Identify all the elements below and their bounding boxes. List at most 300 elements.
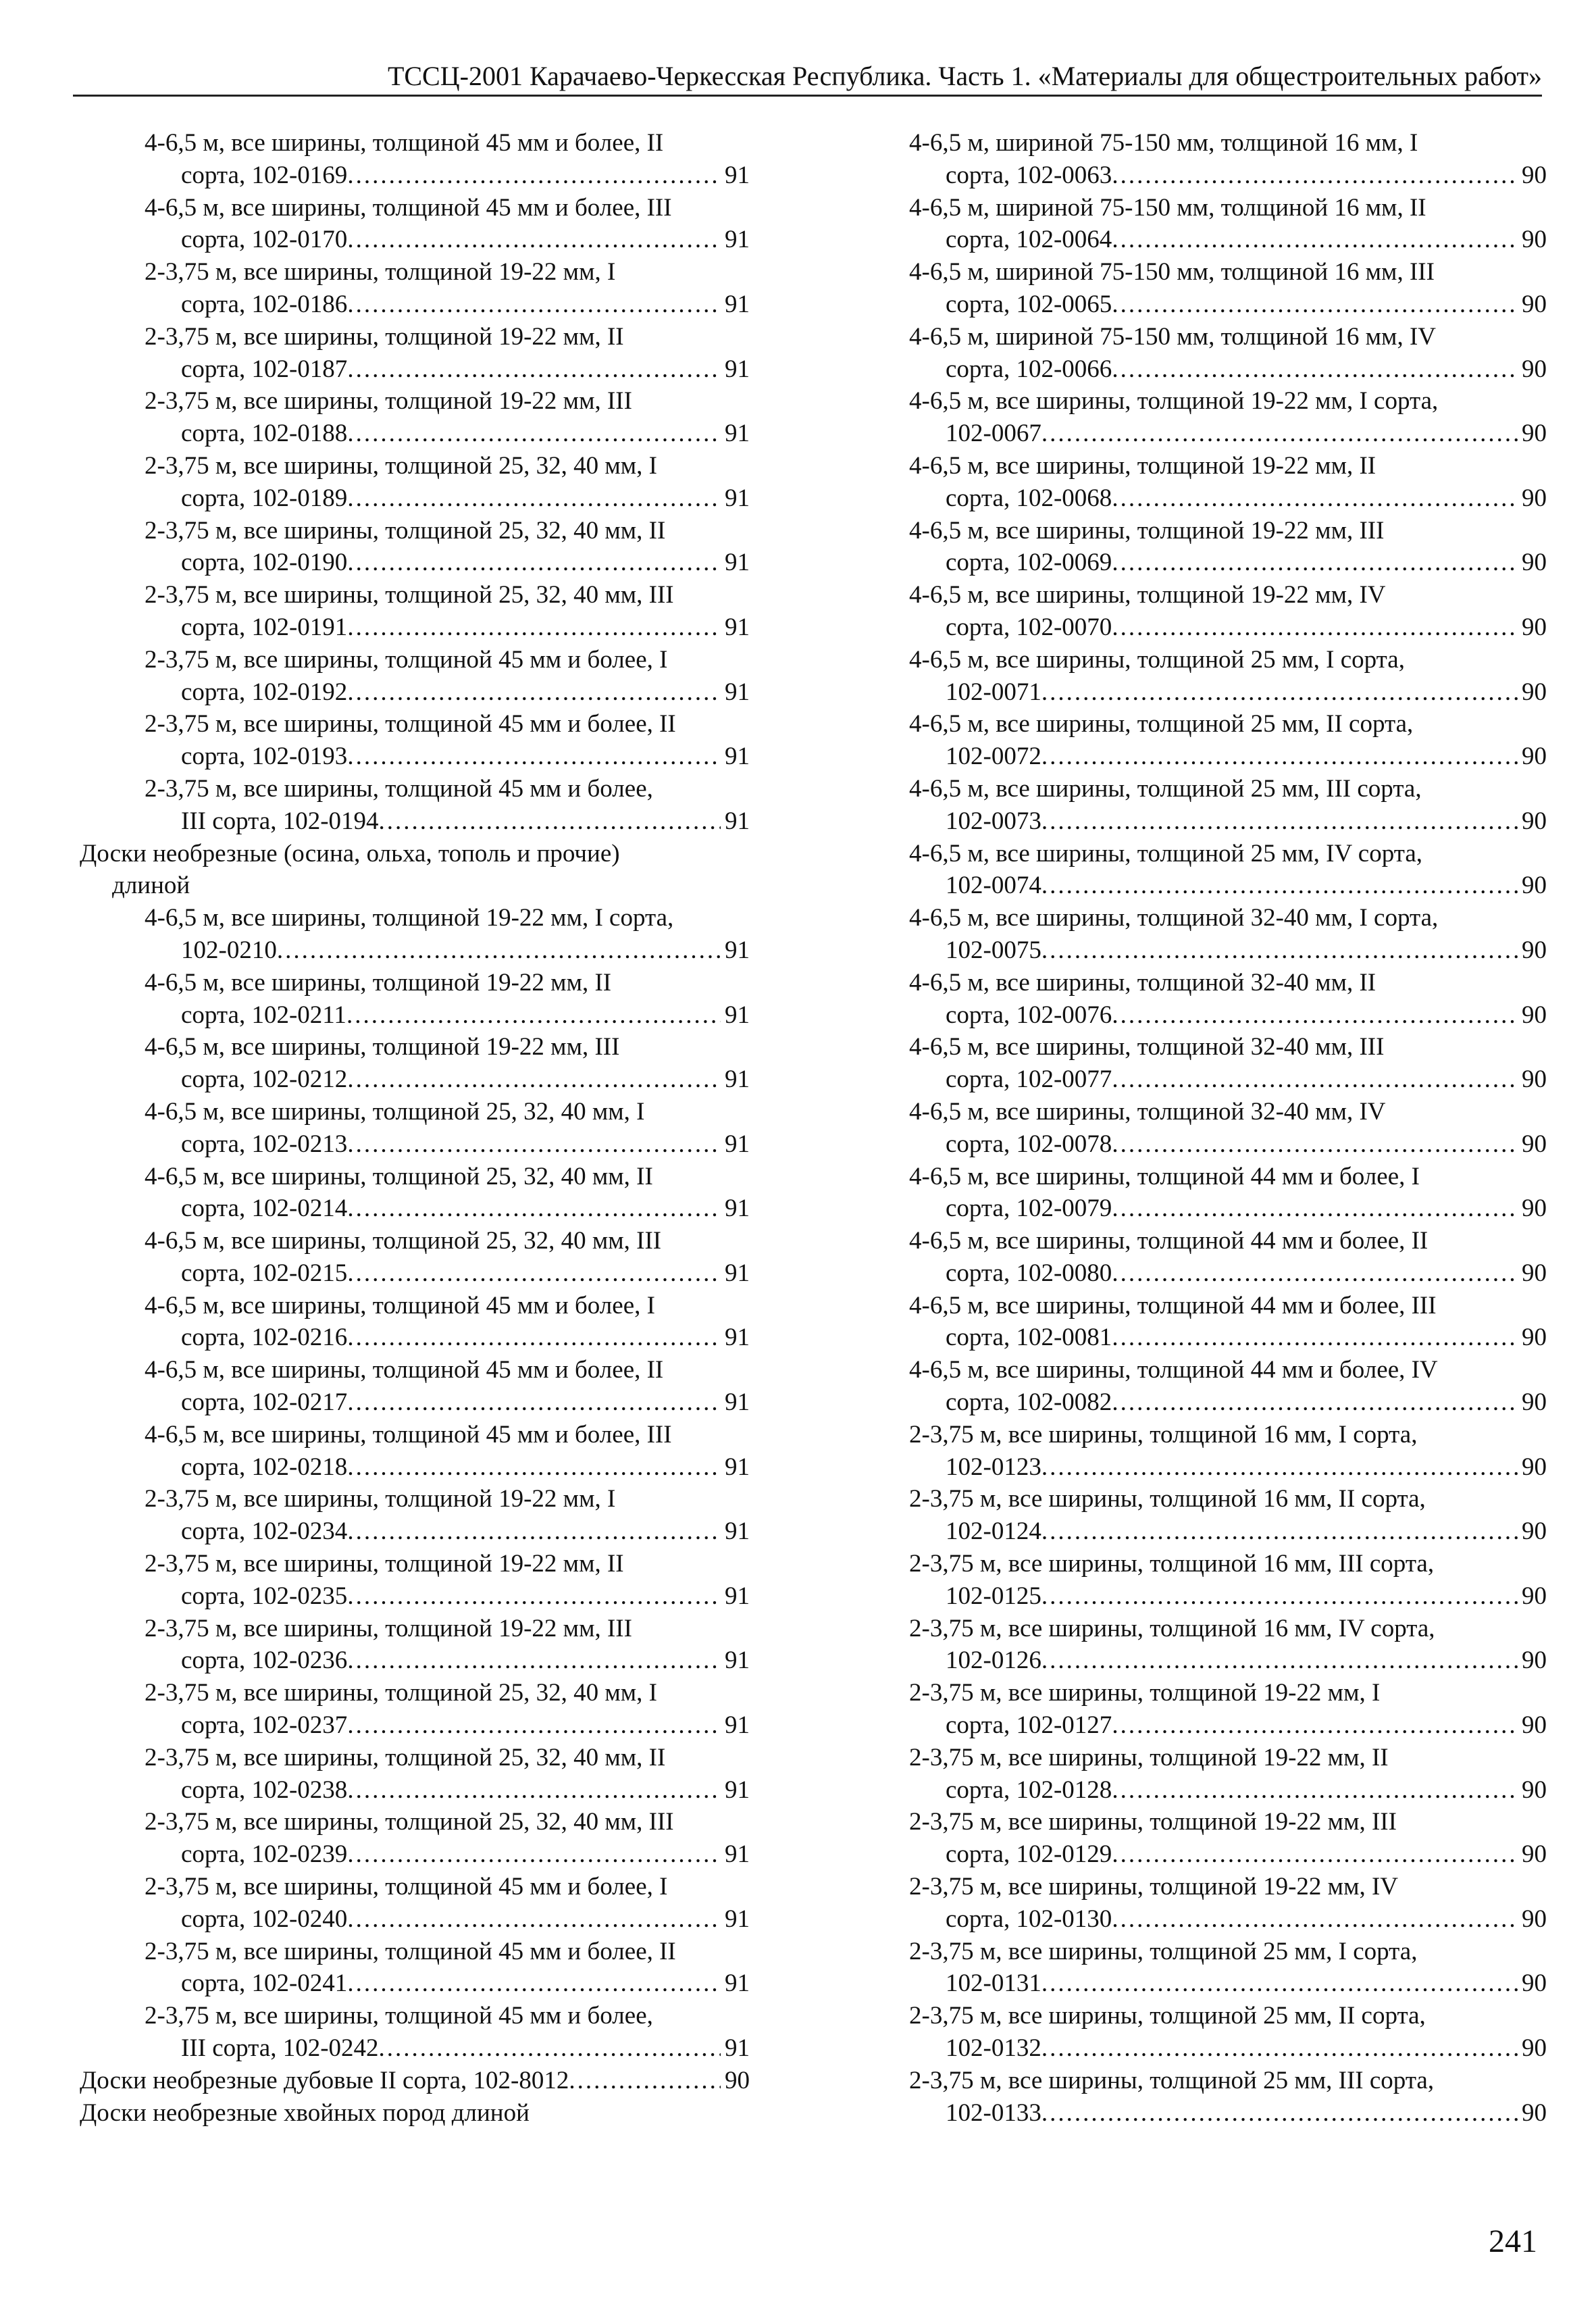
index-entry-page: 90 [1522,807,1547,835]
index-entry-leader-line [909,418,1547,450]
index-entry-page: 91 [725,678,750,706]
index-entry-text: 4-6,5 м, все ширины, толщиной 45 мм и более, III [145,193,672,222]
index-entry [909,2065,1547,2130]
index-entry-text: 4-6,5 м, все ширины, толщиной 32-40 мм, III [909,1033,1385,1061]
index-entry [80,1419,750,1484]
index-entry-text: сорта, 102-0187 [181,355,348,383]
index-entry-text: 2-3,75 м, все ширины, толщиной 19-22 мм, II [145,322,624,351]
index-entry-text: 2-3,75 м, все ширины, толщиной 25, 32, 40 мм, II [145,1743,666,1771]
index-heading-text: Доски необрезные (осина, ольха, тополь и прочие) [80,839,620,867]
index-entry-text: 4-6,5 м, все ширины, толщиной 45 мм и более, II [145,1356,664,1384]
index-entry-text: 4-6,5 м, все ширины, толщиной 44 мм и более, IV [909,1356,1438,1384]
index-entry-text: 4-6,5 м, все ширины, толщиной 19-22 мм, I сорта, [145,904,674,932]
index-entry-text: 2-3,75 м, все ширины, толщиной 16 мм, IV сорта, [909,1614,1435,1642]
index-entry [909,773,1547,838]
index-entry-text: 2-3,75 м, все ширины, толщиной 19-22 мм, II [145,1550,624,1578]
index-entry-text: 4-6,5 м, все ширины, толщиной 45 мм и более, II [145,129,664,157]
index-entry-text: 4-6,5 м, все ширины, толщиной 45 мм и более, I [145,1291,655,1319]
dot-leader [1041,2097,1518,2130]
index-entry-text: 102-0075 [946,936,1041,964]
index-entry-page: 90 [1522,226,1547,254]
index-entry-text: 4-6,5 м, все ширины, толщиной 45 мм и более, III [145,1420,672,1449]
dot-leader [1112,1774,1518,1807]
index-entry-page: 91 [725,1388,750,1417]
index-entry-page: 91 [725,1130,750,1158]
index-entry-page: 90 [1522,1582,1547,1610]
index-entry-leader-line [80,1967,750,2000]
index-entry-leader-line [80,1192,750,1225]
index-entry-text: 4-6,5 м, все ширины, толщиной 25 мм, II сорта, [909,710,1414,738]
index-entry-leader-line [909,1128,1547,1161]
index-entry-leader-line [909,353,1547,386]
index-entry-text: 102-0124 [946,1517,1041,1546]
index-entry-text: 4-6,5 м, шириной 75-150 мм, толщиной 16 мм, IV [909,322,1436,351]
index-heading-text: Доски необрезные хвойных пород длиной [80,2098,530,2127]
index-entry-leader-line [80,224,750,256]
index-entry-page: 90 [1522,1001,1547,1029]
index-entry [80,515,750,580]
index-entry-page: 90 [1522,1969,1547,1998]
index-entry-page: 91 [725,1582,750,1610]
dot-leader [1112,224,1518,256]
index-entry-leader-line [80,1322,750,1354]
index-entry-text: 2-3,75 м, все ширины, толщиной 19-22 мм, III [145,1614,632,1642]
index-entry-text: 2-3,75 м, все ширины, толщиной 25, 32, 40 мм, I [145,451,657,480]
index-entry-text: сорта, 102-0079 [946,1194,1112,1223]
index-entry-text: 4-6,5 м, все ширины, толщиной 19-22 мм, I сорта, [909,387,1439,416]
index-entry-text: сорта, 102-0211 [181,1001,346,1029]
dot-leader [1112,353,1518,386]
index-entry-leader-line [909,1257,1547,1290]
index-entry-leader-line [80,353,750,386]
index-entry-leader-line [80,1063,750,1096]
dot-leader [347,1967,721,2000]
index-entry-page: 90 [1522,1517,1547,1546]
index-entry-text: сорта, 102-0191 [181,613,348,641]
index-entry-page: 91 [725,1776,750,1804]
index-entry-text: 2-3,75 м, все ширины, толщиной 25, 32, 40 мм, III [145,581,674,609]
dot-leader [347,1192,721,1225]
index-entry-leader-line [909,224,1547,256]
dot-leader [1112,288,1518,321]
index-entry-text: сорта, 102-0128 [946,1776,1112,1804]
index-entry-text: 2-3,75 м, все ширины, толщиной 45 мм и более, [145,2002,653,2030]
index-entry-text: 4-6,5 м, все ширины, толщиной 25, 32, 40 мм, I [145,1097,645,1126]
index-entry-page: 90 [1522,2098,1547,2127]
running-header: ТССЦ-2001 Карачаево-Черкесская Республика. Часть 1. «Материалы для общестроительных работ» [73,59,1542,97]
index-entry-leader-line [909,1644,1547,1677]
index-entry-page: 90 [725,2066,750,2094]
index-entry-text: сорта, 102-0192 [181,678,348,706]
index-entry-text: сорта, 102-0217 [181,1388,348,1417]
index-entry-page: 91 [725,1259,750,1287]
index-entry-text: сорта, 102-0239 [181,1840,348,1869]
dot-leader [1041,870,1518,902]
index-entry-text: 4-6,5 м, все ширины, толщиной 25, 32, 40 мм, III [145,1227,662,1255]
index-entry-page: 90 [1522,161,1547,189]
index-entry-text: 4-6,5 м, все ширины, толщиной 19-22 мм, III [909,516,1385,545]
index-entry-page: 91 [725,549,750,577]
index-entry-text: сорта, 102-0064 [946,226,1112,254]
index-entry-leader-line [909,1386,1547,1419]
index-entry [80,1483,750,1548]
index-entry [909,1161,1547,1226]
index-entry-text: 2-3,75 м, все ширины, толщиной 19-22 мм, III [909,1808,1397,1836]
index-entry-text: сорта, 102-0213 [181,1130,348,1158]
index-entry-text: 2-3,75 м, все ширины, толщиной 45 мм и более, I [145,645,668,674]
index-entry [909,1354,1547,1419]
index-entry [80,1096,750,1161]
index-entry-page: 90 [1522,1646,1547,1675]
index-entry [80,450,750,515]
index-entry-text: сорта, 102-0170 [181,226,348,254]
dot-leader [347,1451,721,1484]
dot-leader [347,676,721,709]
index-entry [80,1290,750,1355]
index-entry [909,1290,1547,1355]
index-entry-page: 90 [1522,1453,1547,1481]
dot-leader [347,1257,721,1290]
index-entry-leader-line [80,159,750,192]
index-entry-leader-line [80,934,750,967]
index-entry-text: сорта, 102-0237 [181,1711,348,1740]
index-entry-leader-line [909,159,1547,192]
dot-leader [1041,2032,1518,2065]
index-entry-page: 90 [1522,484,1547,512]
dot-leader [347,1580,721,1613]
index-entry-leader-line [80,418,750,450]
index-entry-page: 91 [725,1194,750,1223]
index-entry [909,1483,1547,1548]
dot-leader [1041,418,1518,450]
index-entry-text: 2-3,75 м, все ширины, толщиной 19-22 мм, I [909,1679,1381,1707]
index-entry-page: 90 [1522,355,1547,383]
index-entry-leader-line [909,2032,1547,2065]
index-entry-leader-line [80,1838,750,1871]
index-entry [80,1354,750,1419]
index-entry-leader-line [909,288,1547,321]
index-entry-text: 2-3,75 м, все ширины, толщиной 16 мм, I сорта, [909,1420,1418,1449]
index-entry [80,1936,750,2001]
index-entry-text: сорта, 102-0240 [181,1905,348,1933]
dot-leader [569,2065,721,2097]
index-entry-page: 90 [1522,1194,1547,1223]
index-entry-page: 91 [725,355,750,383]
index-entry-text: 2-3,75 м, все ширины, толщиной 25 мм, II сорта, [909,2002,1426,2030]
dot-leader [1112,999,1518,1032]
index-entry-text: 4-6,5 м, шириной 75-150 мм, толщиной 16 мм, II [909,193,1426,222]
index-entry-page: 90 [1522,1905,1547,1933]
index-entry-text: сорта, 102-0193 [181,743,348,771]
dot-leader [347,1774,721,1807]
index-entry-page: 91 [725,936,750,964]
index-entry-leader-line [909,1192,1547,1225]
index-entry [909,127,1547,192]
index-entry-text: 4-6,5 м, все ширины, толщиной 44 мм и более, I [909,1162,1420,1190]
dot-leader [1112,159,1518,192]
index-entry-text: 102-0125 [946,1582,1041,1610]
index-entry-text: 2-3,75 м, все ширины, толщиной 25, 32, 40 мм, III [145,1808,674,1836]
index-entry-page: 91 [725,1905,750,1933]
index-entry [909,2000,1547,2065]
index-entry-text: 4-6,5 м, все ширины, толщиной 44 мм и более, III [909,1291,1437,1319]
index-heading [80,838,750,903]
index-entry-text: 102-0131 [946,1969,1041,1998]
index-entry-text: сорта, 102-0235 [181,1582,348,1610]
dot-leader [1041,805,1518,838]
index-entry [909,515,1547,580]
index-entry [909,1806,1547,1871]
index-entry-text: 102-0123 [946,1453,1041,1481]
index-entry-page: 91 [725,613,750,641]
index-entry-leader-line [80,1451,750,1484]
index-entry [909,1742,1547,1807]
index-entry [909,708,1547,773]
index-entry-text: 4-6,5 м, все ширины, толщиной 25 мм, IV сорта, [909,839,1423,867]
index-entry-text: 4-6,5 м, все ширины, толщиной 19-22 мм, II [145,968,612,997]
index-entry-text: сорта, 102-0076 [946,1001,1112,1029]
dot-leader [1112,1322,1518,1354]
index-heading-text: длиной [112,872,190,900]
index-entry [80,2065,750,2097]
index-entry-text: 102-0073 [946,807,1041,835]
page-number: 241 [1489,2223,1537,2259]
index-entry-page: 91 [725,161,750,189]
index-entry-page: 90 [1522,936,1547,964]
index-entry-text: сорта, 102-0188 [181,420,348,448]
index-entry-text: сорта, 102-0169 [181,161,348,189]
index-entry [80,1031,750,1096]
index-entry-text: 2-3,75 м, все ширины, толщиной 19-22 мм, I [145,1485,616,1513]
index-entry [80,2000,750,2065]
index-entry [80,1871,750,1936]
index-entry [909,1225,1547,1290]
index-entry-text: 102-0071 [946,678,1041,706]
index-entry-text: сорта, 102-0218 [181,1453,348,1481]
index-entry-text: сорта, 102-0127 [946,1711,1112,1740]
dot-leader [1112,611,1518,644]
dot-leader [347,611,721,644]
index-entry-text: сорта, 102-0063 [946,161,1112,189]
dot-leader [1041,1580,1518,1613]
index-entry-page: 90 [1522,1259,1547,1287]
index-entry-text: сорта, 102-0189 [181,484,348,512]
dot-leader [347,353,721,386]
index-entry-page: 91 [725,226,750,254]
dot-leader [347,1128,721,1161]
dot-leader [1112,1128,1518,1161]
index-entry-leader-line [80,482,750,515]
index-entry-page: 90 [1522,743,1547,771]
dot-leader [347,1644,721,1677]
index-entry-text: сорта, 102-0238 [181,1776,348,1804]
index-entry-leader-line [909,740,1547,773]
index-entry-text: сорта, 102-0070 [946,613,1112,641]
index-entry [909,450,1547,515]
index-entry [909,1677,1547,1742]
index-entry [80,967,750,1032]
dot-leader [277,934,721,967]
index-entry-text: 2-3,75 м, все ширины, толщиной 19-22 мм, II [909,1743,1389,1771]
index-entry-page: 91 [725,1517,750,1546]
index-entry-text: сорта, 102-0066 [946,355,1112,383]
index-entry [80,1548,750,1613]
index-entry-text: 4-6,5 м, все ширины, толщиной 25, 32, 40 мм, II [145,1162,653,1190]
dot-leader [347,1709,721,1742]
index-entry-text: 102-0132 [946,2034,1041,2063]
index-entry [909,902,1547,967]
dot-leader [1112,1063,1518,1096]
index-entry-page: 90 [1522,1065,1547,1094]
dot-leader [1112,482,1518,515]
index-heading [80,2097,750,2130]
index-entry-text: III сорта, 102-0242 [181,2034,379,2063]
index-entry [909,385,1547,450]
index-entry [80,256,750,321]
dot-leader [347,159,721,192]
dot-leader [379,805,721,838]
index-entry-page: 90 [1522,678,1547,706]
index-entry-text: 2-3,75 м, все ширины, толщиной 45 мм и более, I [145,1873,668,1901]
index-entry-text: сорта, 102-0236 [181,1646,348,1675]
index-column-right [909,127,1547,2129]
index-entry-text: сорта, 102-0078 [946,1130,1112,1158]
index-entry-leader-line [80,999,750,1032]
index-entry-text: сорта, 102-0234 [181,1517,348,1546]
index-entry-text: 2-3,75 м, все ширины, толщиной 16 мм, III сорта, [909,1550,1435,1578]
index-entry-text: 102-0126 [946,1646,1041,1675]
index-entry-text: сорта, 102-0065 [946,290,1112,318]
index-entry-text: 4-6,5 м, шириной 75-150 мм, толщиной 16 мм, III [909,258,1435,286]
index-entry-text: сорта, 102-0080 [946,1259,1112,1287]
index-entry-leader-line [909,805,1547,838]
index-entry-text: 102-0074 [946,872,1041,900]
index-entry [909,644,1547,709]
index-entry-leader-line [80,740,750,773]
index-entry-leader-line [80,676,750,709]
index-entry-leader-line [80,611,750,644]
index-entry-text: сорта, 102-0068 [946,484,1112,512]
index-entry-leader-line [909,1838,1547,1871]
index-entry-leader-line [909,611,1547,644]
index-entry-leader-line [909,482,1547,515]
dot-leader [379,2032,721,2065]
index-entry [80,773,750,838]
index-entry-page: 91 [725,484,750,512]
index-entry-leader-line [80,288,750,321]
dot-leader [1112,1192,1518,1225]
index-entry-text: 102-0072 [946,743,1041,771]
index-entry-text: сорта, 102-0186 [181,290,348,318]
index-entry-leader-line [80,805,750,838]
index-entry-page: 90 [1522,1711,1547,1740]
index-entry-page: 91 [725,1969,750,1998]
index-entry [80,321,750,386]
dot-leader [1112,547,1518,579]
index-entry-leader-line [80,547,750,579]
index-entry-text: 4-6,5 м, все ширины, толщиной 19-22 мм, II [909,451,1376,480]
dot-leader [1041,934,1518,967]
index-entry [80,902,750,967]
index-entry-leader-line [909,1903,1547,1936]
index-entry-page: 90 [1522,1324,1547,1352]
index-entry [909,1031,1547,1096]
index-entry-leader-line [80,1903,750,1936]
dot-leader [347,1903,721,1936]
index-entry-text: Доски необрезные дубовые II сорта, 102-8012 [80,2066,569,2094]
index-entry-text: сорта, 102-0081 [946,1324,1112,1352]
index-entry [909,1613,1547,1678]
index-entry-leader-line [909,870,1547,902]
index-entry-text: 2-3,75 м, все ширины, толщиной 25 мм, I сорта, [909,1937,1418,1965]
index-entry [909,321,1547,386]
dot-leader [347,1386,721,1419]
index-entry [80,385,750,450]
index-entry-leader-line [909,1580,1547,1613]
index-entry [80,644,750,709]
index-entry-text: сорта, 102-0214 [181,1194,348,1223]
dot-leader [347,1838,721,1871]
index-entry-leader-line [909,1063,1547,1096]
index-entry-text: 4-6,5 м, все ширины, толщиной 19-22 мм, III [145,1033,620,1061]
index-entry-page: 91 [725,743,750,771]
index-entry-text: 4-6,5 м, все ширины, толщиной 44 мм и более, II [909,1227,1428,1255]
index-entry-leader-line [909,934,1547,967]
index-entry-page: 91 [725,420,750,448]
index-entry [80,1225,750,1290]
dot-leader [1112,1386,1518,1419]
index-entry-page: 90 [1522,549,1547,577]
index-entry-page: 91 [725,1001,750,1029]
index-entry-page: 91 [725,1646,750,1675]
index-entry [80,708,750,773]
index-entry-text: 4-6,5 м, все ширины, толщиной 25 мм, I сорта, [909,645,1405,674]
index-entry [80,579,750,644]
index-entry-text: 4-6,5 м, все ширины, толщиной 32-40 мм, I сорта, [909,904,1439,932]
dot-leader [347,224,721,256]
dot-leader [347,1322,721,1354]
index-entry-text: 2-3,75 м, все ширины, толщиной 19-22 мм, III [145,387,632,416]
index-entry-text: III сорта, 102-0194 [181,807,379,835]
index-entry-page: 90 [1522,1840,1547,1869]
index-entry-text: 4-6,5 м, шириной 75-150 мм, толщиной 16 мм, I [909,129,1418,157]
dot-leader [1041,1451,1518,1484]
index-entry-text: сорта, 102-0069 [946,549,1112,577]
index-entry-leader-line [909,1709,1547,1742]
index-entry-leader-line [909,1322,1547,1354]
dot-leader [347,418,721,450]
index-entry-text: 2-3,75 м, все ширины, толщиной 19-22 мм, I [145,258,616,286]
index-entry-text: сорта, 102-0077 [946,1065,1112,1094]
index-entry-text: 2-3,75 м, все ширины, толщиной 45 мм и более, II [145,710,676,738]
index-entry-text: сорта, 102-0212 [181,1065,348,1094]
index-entry-page: 90 [1522,420,1547,448]
index-entry-page: 91 [725,1711,750,1740]
index-entry-page: 90 [1522,1130,1547,1158]
index-entry-leader-line [80,2065,750,2097]
index-column-left [80,127,750,2129]
index-entry [909,1936,1547,2001]
index-entry-page: 91 [725,290,750,318]
dot-leader [1041,740,1518,773]
dot-leader [347,740,721,773]
index-entry [909,192,1547,257]
index-entry-leader-line [80,1128,750,1161]
index-entry [80,1677,750,1742]
index-entry [909,1548,1547,1613]
dot-leader [1112,1838,1518,1871]
dot-leader [346,999,721,1032]
